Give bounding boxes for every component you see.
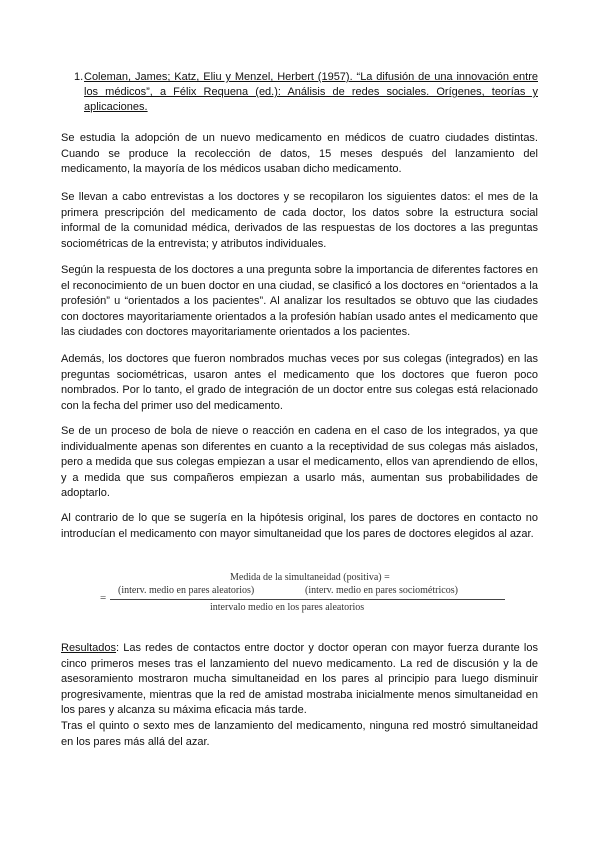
paragraph-study-intro: Se estudia la adopción de un nuevo medicamento en médicos de cuatro ciudades distintas. Cuando se produce la recolección de datos, 15 meses después del lanzamiento del medicamento, la mayoría de los médicos usaban dicho medicamento. [61,132,538,175]
paragraph-hypothesis: Al contrario de lo que se sugería en la hipótesis original, los pares de doctores en contacto no introducían el medicamento con mayor simultaneidad que los pares de doctores elegidos al azar. [61,512,538,540]
paragraph-integration: Además, los doctores que fueron nombrados muchas veces por sus colegas (integrados) en las preguntas sociométricas, usaron antes el medicamento que los doctores que fueron poco nombrados. Por lo tanto, el grado de integración de un doctor entre sus colegas está relacionado con la fecha del primer uso del medicamento. [61,353,538,412]
simultaneity-formula [100,570,515,618]
paragraph-data-collection: Se llevan a cabo entrevistas a los doctores y se recopilaron los siguientes datos: el mes de la primera prescripción del medicamento de cada doctor, los datos sobre la estructura social informal de la comunidad médica, derivados de las respuestas de los doctores a las preguntas sociométricas de la entrevista; y atributos individuales. [61,191,538,250]
formula-equals: = [100,592,107,604]
paragraph-results [61,641,538,719]
formula-numerator-left: (interv. medio en pares aleatorios) [118,585,255,596]
reference-number: 1. [74,71,84,83]
paragraph-orientation: Según la respuesta de los doctores a una pregunta sobre la importancia de diferentes factores en el reconocimiento de un buen doctor en una ciudad, se clasificó a los doctores en “orientados a la profesión” u “orientados a los pacientes”. Al analizar los resultados se obtuvo que las ciudades con doctores mayoritariamente orientados a la profesión habían usado antes el medicamento que las ciudades con doctores mayoritariamente orientados a los pacientes. [61,264,538,338]
formula-denominator: intervalo medio en los pares aleatorios [210,602,365,613]
results-label: Resultados [61,642,117,654]
formula-fraction-bar [110,599,505,600]
formula-numerator-right: (interv. medio en pares sociométricos) [305,585,458,596]
formula-title: Medida de la simultaneidad (positiva) = [230,572,390,583]
reference-citation: Coleman, James; Katz, Eliu y Menzel, Herbert (1957). “La difusión de una innovación entre los médicos”, a Félix Requena (ed.): Análisis de redes sociales. Orígenes, teorías y aplicaciones. [84,71,538,113]
paragraph-snowball: Se de un proceso de bola de nieve o reacción en cadena en el caso de los integrados, ya que individualmente apenas son diferentes en cuanto a la receptividad de sus colegas más aislados, pero a medida que sus colegas empiezan a usar el medicamento, ellos van aprendiendo de ellos, y a medida que sus compañeros empiezan a usarlo más, aumentan sus probabilidades de adoptarlo. [61,425,538,499]
paragraph-conclusion: Tras el quinto o sexto mes de lanzamiento del medicamento, ninguna red mostró simultaneidad en los pares más allá del azar. [61,720,538,748]
results-text: : Las redes de contactos entre doctor y doctor operan con mayor fuerza durante los cinco primeros meses tras el lanzamiento del nuevo medicamento. La red de discusión y la de asesoramiento mostraron mucha simultaneidad en los pares al principio para luego disminuir progresivamente, mientras que la red de amistad mostraba inicialmente menos simultaneidad en los pares y alcanza su máxima eficacia más tarde. [61,642,538,716]
reference-item [74,70,538,115]
